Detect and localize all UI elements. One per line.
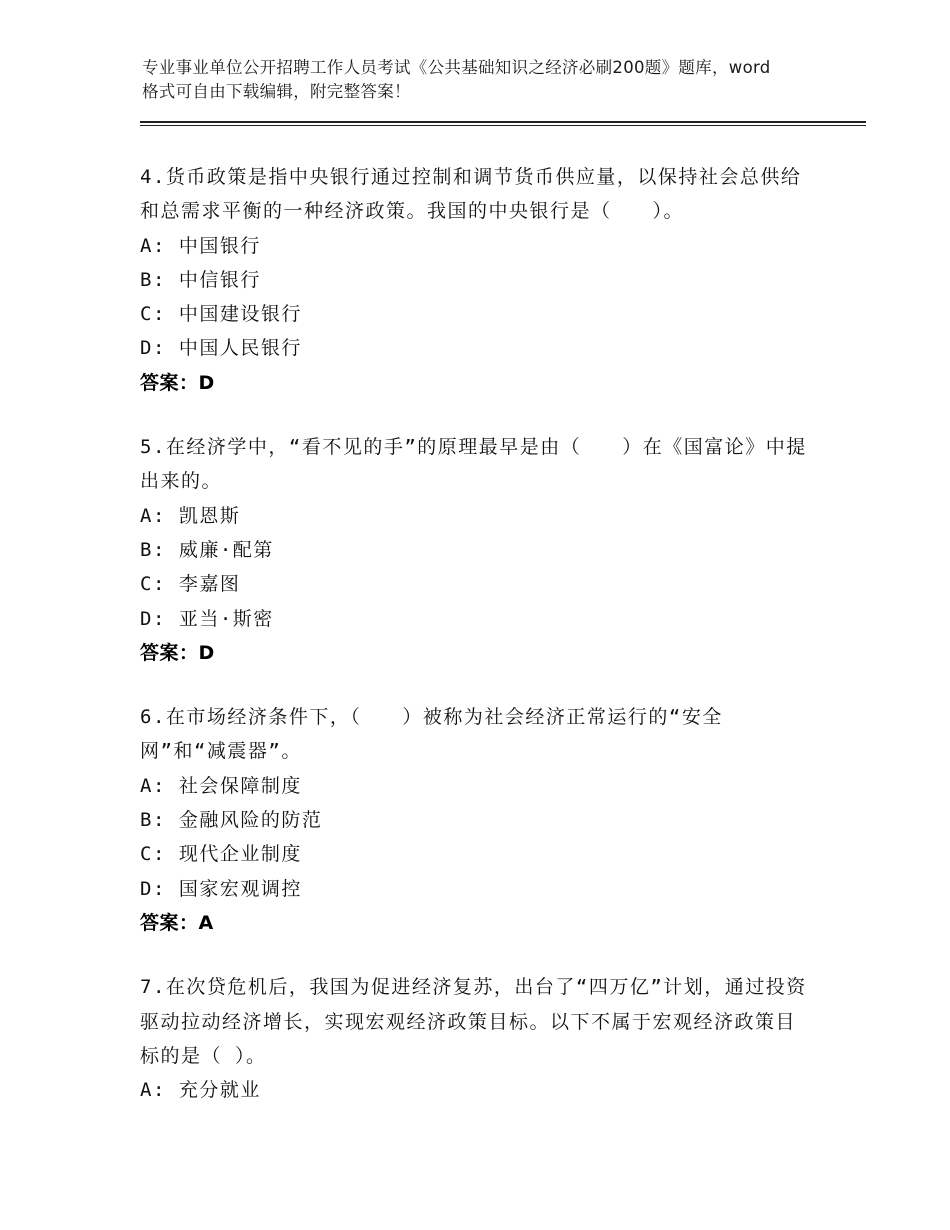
question-stem: 6.在市场经济条件下，（ ）被称为社会经济正常运行的“安全网”和“减震器”。 (140, 706, 723, 763)
option-b: B: 金融风险的防范 (140, 809, 323, 832)
answer-line: 答案：A (140, 911, 214, 934)
option-a: A: 充分就业 (140, 1079, 261, 1102)
option-a: A: 社会保障制度 (140, 774, 302, 797)
header-rule-thin (140, 125, 866, 126)
question-stem: 7.在次贷危机后，我国为促进经济复苏，出台了“四万亿”计划，通过投资驱动拉动经济增长，实现宏观经济政策目标。以下不属于宏观经济政策目标的是（ ）。 (140, 976, 807, 1067)
option-b: B: 中信银行 (140, 268, 261, 291)
option-a: A: 凯恩斯 (140, 504, 241, 527)
question-4 (140, 160, 810, 400)
option-d: D: 国家宏观调控 (140, 877, 302, 900)
document-header: 专业事业单位公开招聘工作人员考试《公共基础知识之经济必刷200题》题库，word格式可自由下载编辑，附完整答案！ (142, 58, 771, 101)
option-c: C: 李嘉图 (140, 573, 241, 596)
question-6 (140, 700, 810, 940)
option-b: B: 威廉·配第 (140, 538, 274, 561)
option-a: A: 中国银行 (140, 234, 261, 257)
option-c: C: 中国建设银行 (140, 303, 302, 326)
header-rule-thick (140, 121, 866, 123)
answer-line: 答案：D (140, 371, 215, 394)
option-c: C: 现代企业制度 (140, 843, 302, 866)
question-stem: 5.在经济学中，“看不见的手”的原理最早是由（ ）在《国富论》中提出来的。 (140, 436, 807, 493)
option-d: D: 中国人民银行 (140, 337, 302, 360)
question-5 (140, 430, 810, 670)
answer-line: 答案：D (140, 641, 215, 664)
question-7 (140, 970, 810, 1107)
question-stem: 4.货币政策是指中央银行通过控制和调节货币供应量，以保持社会总供给和总需求平衡的一种经济政策。我国的中央银行是（ ）。 (140, 166, 802, 223)
question-list (140, 160, 810, 1137)
option-d: D: 亚当·斯密 (140, 607, 274, 630)
